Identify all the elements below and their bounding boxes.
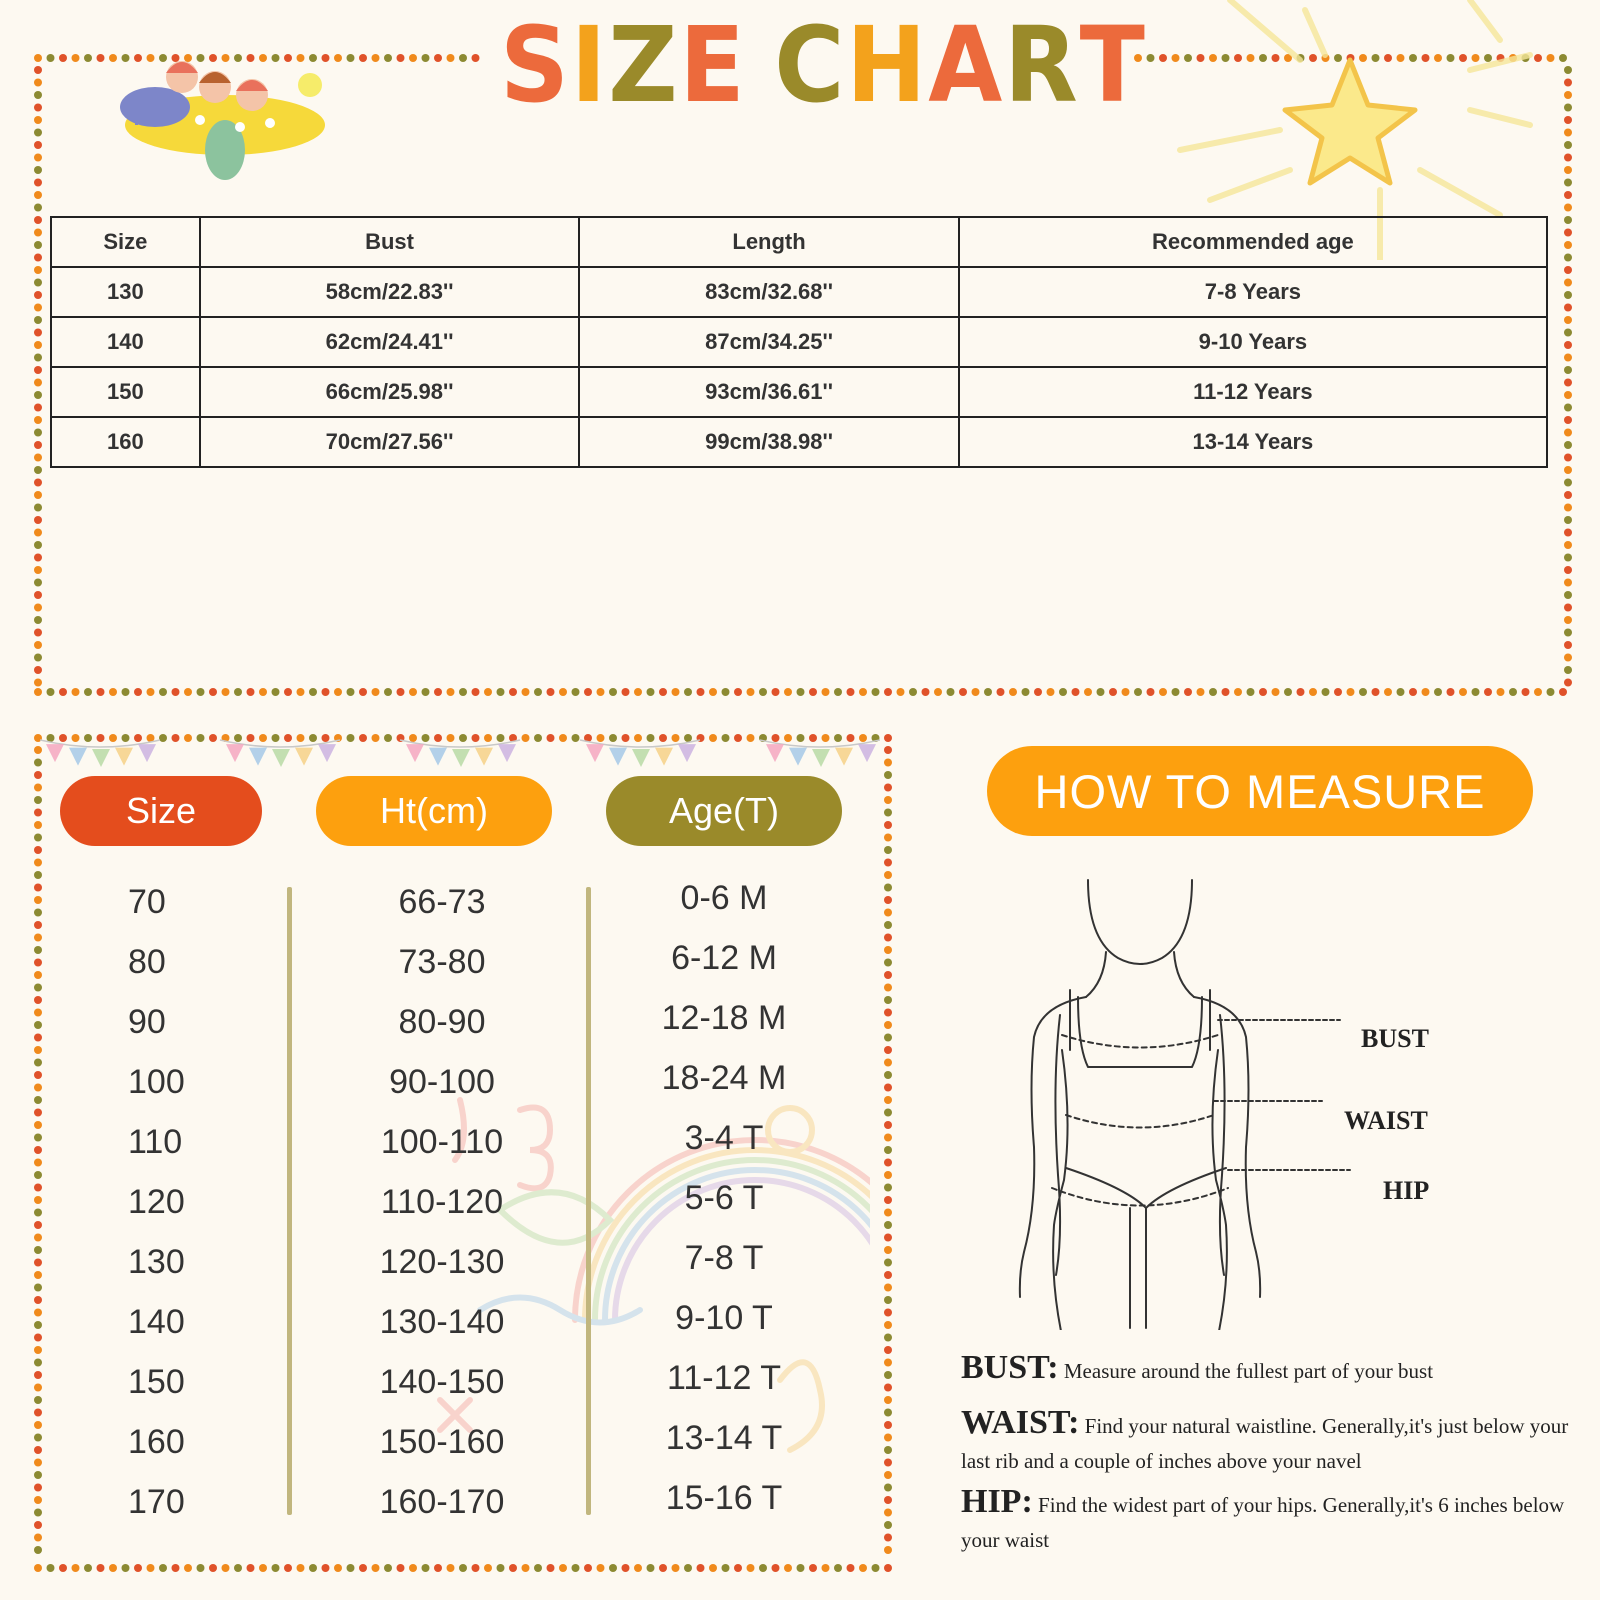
title-letter: H: [846, 4, 929, 126]
upper-size-table: [50, 216, 1548, 468]
table-row: [51, 317, 1547, 367]
size-value: 150: [128, 1363, 185, 1401]
age-value: 5-6 T: [684, 1179, 764, 1217]
height-value: 90-100: [389, 1063, 495, 1101]
age-value: 3-4 T: [684, 1119, 764, 1157]
age-value: 18-24 M: [661, 1059, 787, 1097]
age-value: 7-8 T: [684, 1239, 764, 1277]
size-value: 80: [128, 943, 166, 981]
size-value: 170: [128, 1483, 185, 1521]
age-value: 11-12 T: [666, 1359, 782, 1397]
size-value: 100: [128, 1063, 185, 1101]
cell-length: 93cm/36.61'': [579, 367, 959, 417]
table-header-row: [51, 217, 1547, 267]
cell-age: 11-12 Years: [959, 367, 1547, 417]
header-size: Size: [51, 217, 200, 267]
age-value: 15-16 T: [665, 1479, 783, 1517]
title-letter: A: [928, 4, 1005, 126]
height-value: 66-73: [398, 883, 486, 921]
table-row: [51, 367, 1547, 417]
cell-age: 7-8 Years: [959, 267, 1547, 317]
hip-description: [961, 1484, 1581, 1558]
bust-description-text: Measure around the fullest part of your bust: [1063, 1359, 1434, 1383]
size-value: 160: [128, 1423, 185, 1461]
size-value: 140: [128, 1303, 185, 1341]
title-letter: Z: [608, 4, 680, 126]
table-row: [51, 267, 1547, 317]
title-letter: C: [774, 4, 847, 126]
age-value: 9-10 T: [675, 1299, 773, 1337]
cell-bust: 62cm/24.41'': [200, 317, 580, 367]
height-value: 110-120: [380, 1183, 504, 1221]
size-value: 90: [128, 1003, 166, 1041]
age-value: 12-18 M: [661, 999, 787, 1037]
kids-airplane-illustration: [110, 45, 330, 185]
title-letter: S: [500, 4, 571, 126]
size-column-header: Size: [60, 776, 262, 846]
age-column: [624, 868, 824, 1528]
size-value: 120: [128, 1183, 185, 1221]
height-value: 130-140: [379, 1303, 505, 1341]
bust-description-key: BUST:: [961, 1349, 1059, 1386]
cell-age: 9-10 Years: [959, 317, 1547, 367]
header-bust: Bust: [200, 217, 580, 267]
size-value: 130: [128, 1243, 185, 1281]
height-value: 140-150: [379, 1363, 505, 1401]
height-value: 120-130: [379, 1243, 505, 1281]
age-value: 13-14 T: [665, 1419, 783, 1457]
cell-length: 99cm/38.98'': [579, 417, 959, 467]
title-letter: T: [1079, 4, 1147, 126]
cell-size: 150: [51, 367, 200, 417]
height-column-header: Ht(cm): [316, 776, 552, 846]
height-value: 80-90: [398, 1003, 486, 1041]
title-letter: I: [570, 4, 609, 126]
cell-bust: 70cm/27.56'': [200, 417, 580, 467]
waist-description-text: Find your natural waistline. Generally,it's just below your last rib and a couple of inches above your navel: [961, 1414, 1569, 1473]
cell-size: 160: [51, 417, 200, 467]
waist-description-key: WAIST:: [961, 1404, 1080, 1441]
cell-length: 83cm/32.68'': [579, 267, 959, 317]
table-row: [51, 417, 1547, 467]
size-column: [128, 872, 258, 1532]
hip-description-text: Find the widest part of your hips. Generally,it's 6 inches below your waist: [961, 1493, 1565, 1552]
height-value: 150-160: [379, 1423, 505, 1461]
hip-description-key: HIP:: [961, 1483, 1033, 1520]
height-column: [342, 872, 542, 1532]
height-value: 160-170: [379, 1483, 505, 1521]
cell-bust: 58cm/22.83'': [200, 267, 580, 317]
column-divider: [287, 887, 292, 1515]
cell-age: 13-14 Years: [959, 417, 1547, 467]
size-chart-title: [500, 4, 1147, 126]
title-letter: [747, 10, 775, 120]
cell-length: 87cm/34.25'': [579, 317, 959, 367]
height-value: 73-80: [398, 943, 486, 981]
how-to-measure-title: HOW TO MEASURE: [987, 746, 1533, 836]
bust-label: BUST: [1361, 1024, 1429, 1053]
size-value: 70: [128, 883, 166, 921]
bust-description: [961, 1350, 1581, 1389]
waist-label: WAIST: [1344, 1106, 1428, 1135]
body-measurement-diagram: [1000, 870, 1420, 1330]
title-letter: R: [1004, 4, 1080, 126]
cell-bust: 66cm/25.98'': [200, 367, 580, 417]
title-letter: E: [679, 4, 747, 126]
header-length: Length: [579, 217, 959, 267]
column-divider: [586, 887, 591, 1515]
cell-size: 130: [51, 267, 200, 317]
age-value: 6-12 M: [671, 939, 777, 977]
hip-label: HIP: [1383, 1176, 1430, 1205]
height-value: 100-110: [380, 1123, 504, 1161]
header-recommended-age: Recommended age: [959, 217, 1547, 267]
size-value: 110: [128, 1123, 183, 1161]
waist-description: [961, 1405, 1581, 1479]
age-column-header: Age(T): [606, 776, 842, 846]
cell-size: 140: [51, 317, 200, 367]
age-value: 0-6 M: [680, 879, 768, 917]
